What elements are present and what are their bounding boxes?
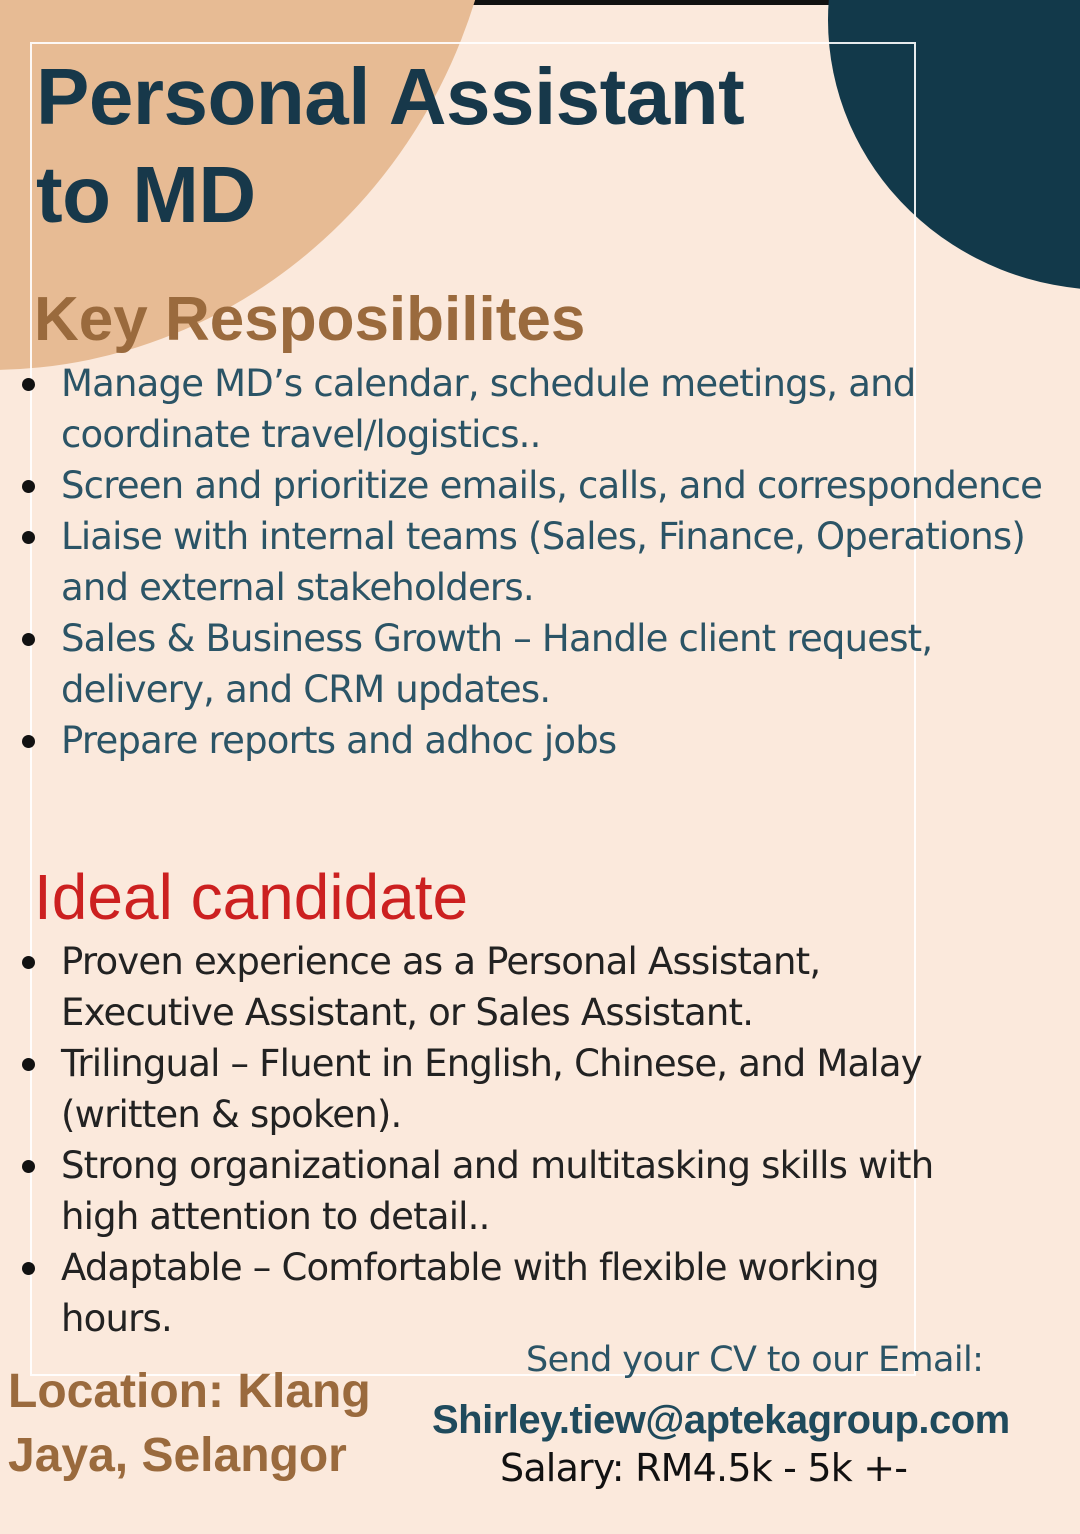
list-item: Prepare reports and adhoc jobs [18,715,1058,766]
list-item: Screen and prioritize emails, calls, and correspondence [18,460,1058,511]
email-address: Shirley.tiew@aptekagroup.com [432,1398,1010,1442]
ideal-candidate-list [18,936,978,1344]
title-line-2: to MD [36,150,256,239]
list-item: Adaptable – Comfortable with flexible working hours. [18,1242,978,1344]
send-cv-text: Send your CV to our Email: [526,1340,984,1380]
list-item: Sales & Business Growth – Handle client request, delivery, and CRM updates. [18,613,1058,715]
ideal-candidate-heading: Ideal candidate [34,861,469,933]
list-item: Trilingual – Fluent in English, Chinese, and Malay (written & spoken). [18,1038,978,1140]
title-line-1: Personal Assistant [36,52,745,141]
location-text: Location: Klang Jaya, Selangor [8,1365,371,1482]
list-item: Strong organizational and multitasking skills with high attention to detail.. [18,1140,978,1242]
responsibilities-heading: Key Resposibilites [34,285,586,354]
list-item: Liaise with internal teams (Sales, Finance, Operations) and external stakeholders. [18,511,1058,613]
salary-text: Salary: RM4.5k - 5k +- [500,1446,908,1490]
list-item: Manage MD’s calendar, schedule meetings, and coordinate travel/logistics.. [18,358,1058,460]
list-item: Proven experience as a Personal Assistant, Executive Assistant, or Sales Assistant. [18,936,978,1038]
responsibilities-list [18,358,1058,766]
page-title [36,48,744,244]
